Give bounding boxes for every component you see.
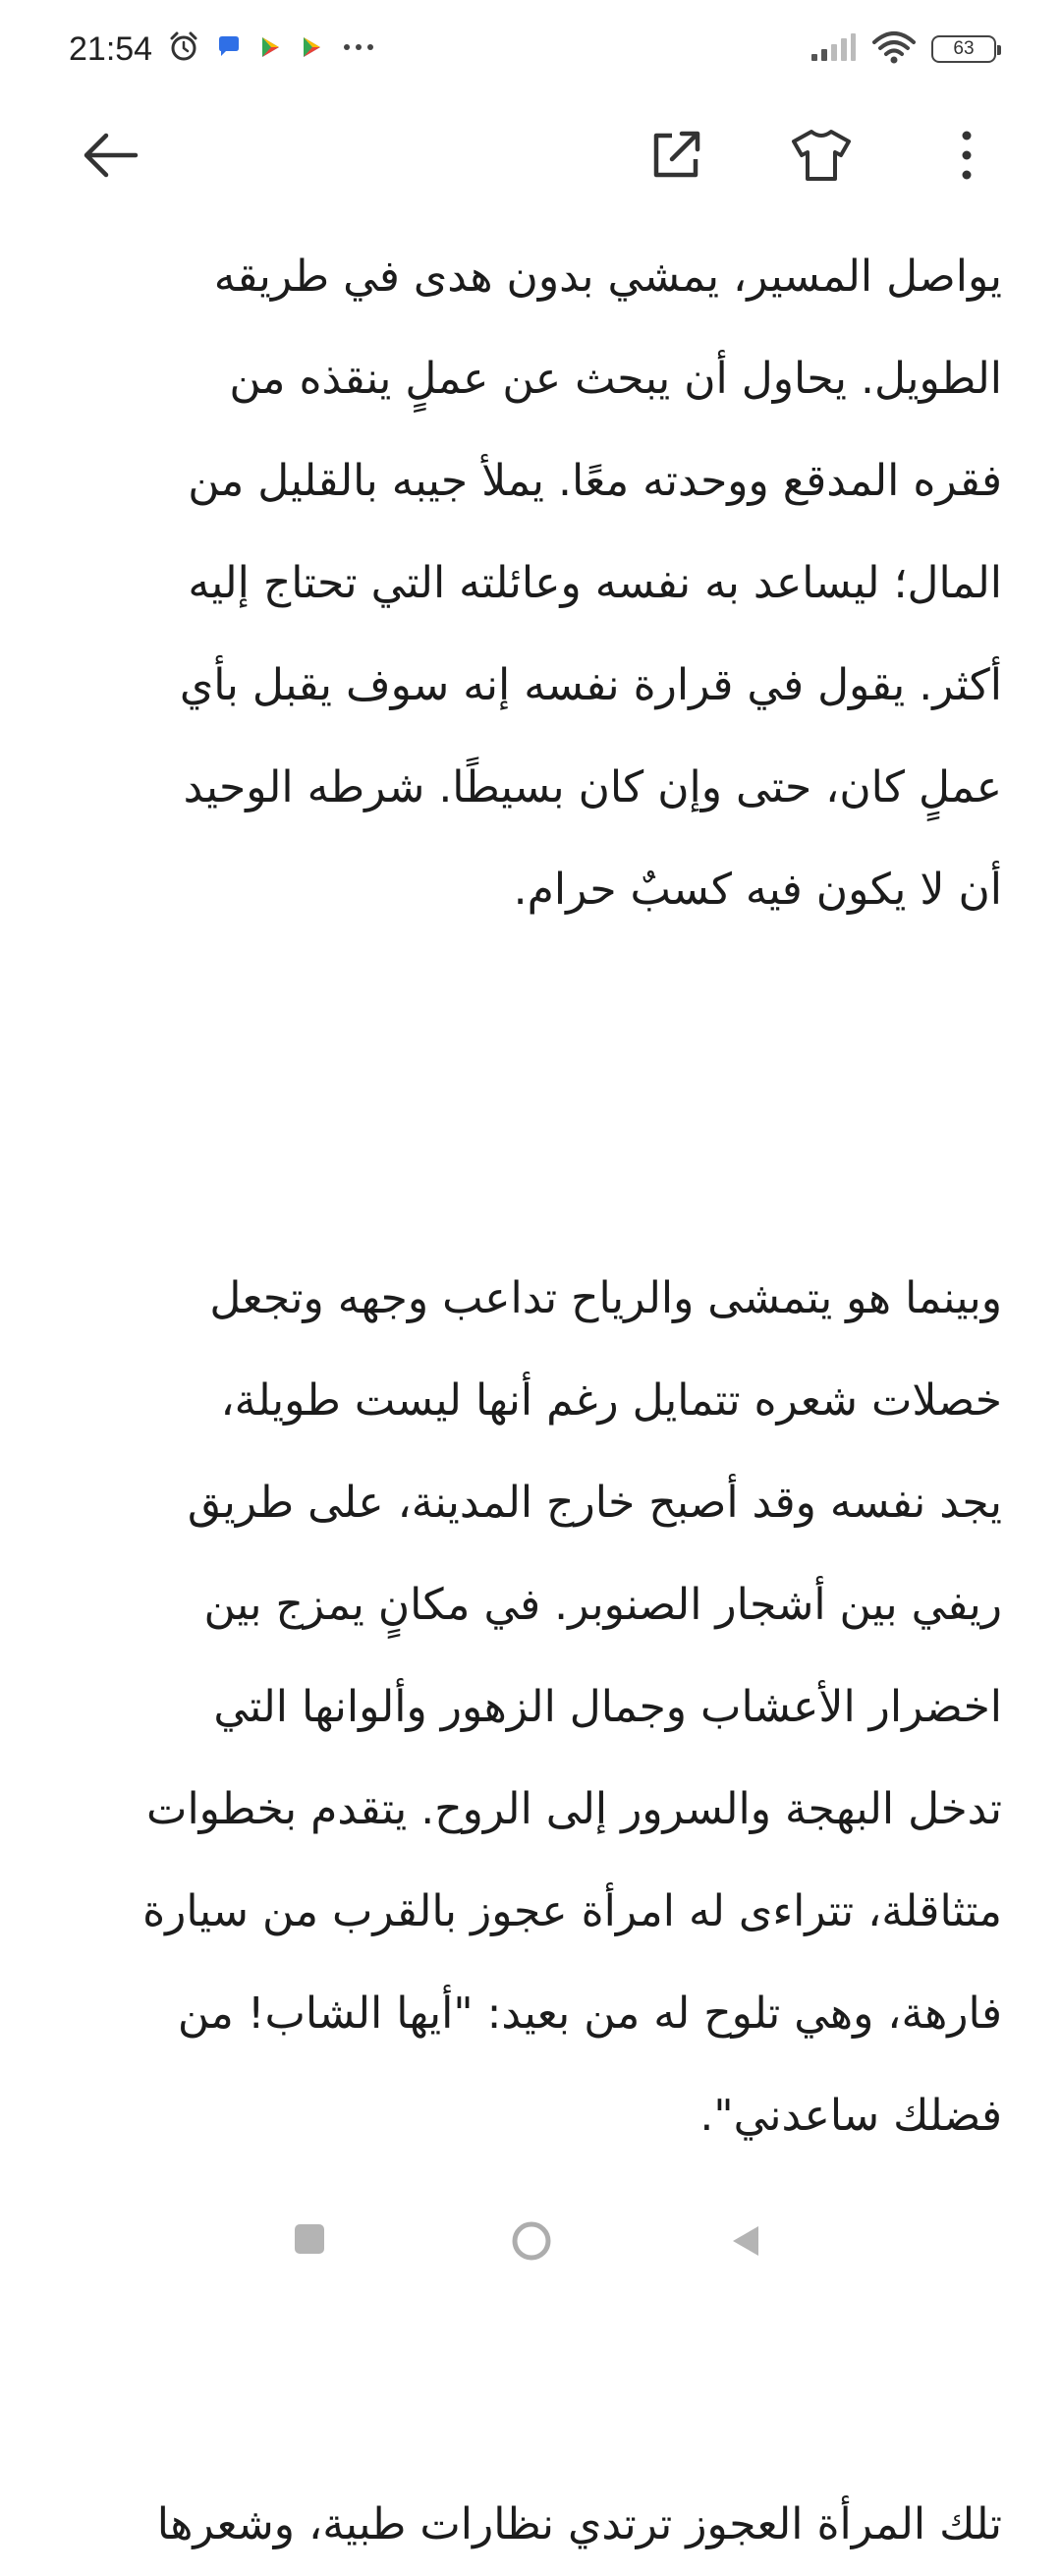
text-line: خصلات شعره تتمايل رغم أنها ليست طويلة، <box>220 1375 1002 1426</box>
open-external-button[interactable] <box>641 120 711 191</box>
status-right <box>810 30 996 68</box>
text-line: اخضرار الأعشاب وجمال الزهور وألوانها التي <box>213 1682 1002 1732</box>
notification-icons <box>166 29 378 69</box>
play-store-icon <box>298 33 325 65</box>
theme-button[interactable] <box>786 120 857 191</box>
paragraph <box>59 226 1002 941</box>
paragraph <box>59 2474 1002 2576</box>
text-line: عملٍ كان، حتى وإن كان بسيطًا. شرطه الوحيد <box>183 762 1002 812</box>
text-line: يجد نفسه وقد أصبح خارج المدينة، على طريق <box>187 1478 1002 1528</box>
paragraph <box>59 1248 1002 2167</box>
text-line: تلك المرأة العجوز ترتدي نظارات طبية، وشعرها <box>156 2499 1002 2549</box>
text-line: فقره المدقع ووحدته معًا. يملأ جيبه بالقليل من <box>188 456 1002 506</box>
text-line: فضلك ساعدني". <box>699 2091 1002 2141</box>
reader-toolbar <box>0 98 1061 212</box>
more-notifications-icon <box>339 33 378 65</box>
text-line: متثاقلة، تتراءى له امرأة عجوز بالقرب من سيارة <box>142 1886 1002 1936</box>
alarm-icon <box>166 29 201 69</box>
home-button[interactable] <box>509 2218 554 2268</box>
clock: 21:54 <box>69 29 153 68</box>
more-options-icon <box>955 126 978 185</box>
text-line: ريفي بين أشجار الصنوبر. في مكانٍ يمزج بين <box>203 1580 1002 1630</box>
back-nav-button[interactable] <box>725 2220 766 2266</box>
text-line: تدخل البهجة والسرور إلى الروح. يتقدم بخطوات <box>146 1784 1002 1834</box>
theme-shirt-icon <box>790 126 853 185</box>
status-left <box>69 29 378 69</box>
text-line: الطويل. يحاول أن يبحث عن عملٍ ينقذه من <box>229 354 1002 404</box>
back-triangle-icon <box>725 2220 766 2262</box>
home-circle-icon <box>509 2218 554 2264</box>
recents-square-icon <box>291 2220 330 2260</box>
open-external-icon <box>648 128 703 183</box>
battery-level: 63 <box>953 38 975 59</box>
chat-bubble-icon <box>215 33 243 65</box>
text-line: فارهة، وهي تلوح له من بعيد: "أيها الشاب! من <box>177 1988 1002 2039</box>
wifi-icon <box>872 30 916 68</box>
paragraph-spacer <box>59 2167 1002 2474</box>
status-bar <box>0 0 1061 98</box>
more-options-button[interactable] <box>931 120 1002 191</box>
paragraph-spacer <box>59 941 1002 1248</box>
text-line: أكثر. يقول في قرارة نفسه إنه سوف يقبل بأي <box>179 660 1002 710</box>
signal-icon <box>810 32 857 66</box>
recents-button[interactable] <box>291 2220 330 2264</box>
play-store-icon <box>256 33 284 65</box>
text-line: وبينما هو يتمشى والرياح تداعب وجهه وتجعل <box>209 1273 1002 1323</box>
back-button[interactable] <box>75 120 145 191</box>
text-line: يواصل المسير، يمشي بدون هدى في طريقه <box>213 252 1002 302</box>
battery-icon <box>931 35 996 63</box>
text-line: أن لا يكون فيه كسبٌ حرام. <box>513 865 1002 915</box>
back-arrow-icon <box>79 124 141 187</box>
text-line: المال؛ ليساعد به نفسه وعائلته التي تحتاج إليه <box>188 558 1002 608</box>
